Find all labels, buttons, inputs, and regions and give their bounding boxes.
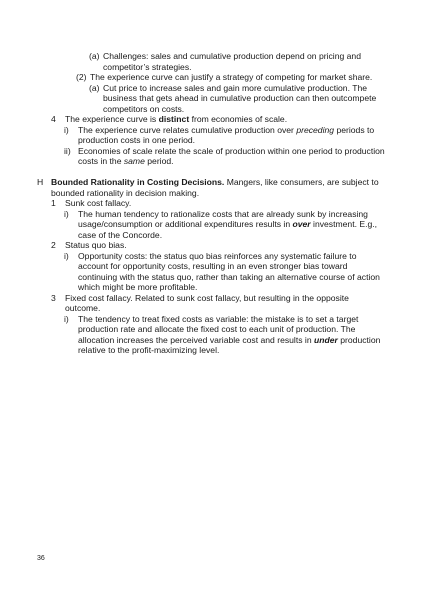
text-line: costs in the same period. — [78, 156, 174, 166]
list-label: 4 — [51, 114, 56, 124]
list-label: i) — [64, 313, 69, 324]
text-line: competitor’s strategies. — [103, 61, 192, 72]
page-number: 36 — [37, 555, 45, 562]
list-label: 2 — [51, 240, 56, 250]
text-line: outcome. — [65, 303, 101, 313]
text-line: account for opportunity costs, resulting in an even stronger bias toward — [78, 261, 348, 271]
text-line: case of the Concorde. — [78, 229, 163, 240]
text-line: Economies of scale relate the scale of production within one period to production — [78, 145, 385, 156]
list-label: i) — [64, 124, 69, 135]
text-line: Fixed cost fallacy. Related to sunk cost fallacy, but resulting in the opposite — [65, 292, 349, 303]
text-line: Status quo bias. — [65, 240, 127, 250]
list-label: ii) — [64, 145, 71, 156]
section-label: H — [37, 177, 44, 187]
text-line: relative to the profit-maximizing level. — [78, 345, 220, 355]
list-label: (a) — [89, 51, 100, 61]
text-line: The experience curve is distinct from economies of scale. — [65, 114, 288, 124]
text-line: allocation increases the perceived variable cost and results in under production — [78, 334, 381, 345]
text-line: competitors on costs. — [103, 103, 185, 114]
text-line: The human tendency to rationalize costs that are already sunk by increasing — [78, 208, 368, 219]
section-heading: Bounded Rationality in Costing Decisions. Mangers, like consumers, are subject to — [51, 177, 379, 187]
text-line: usage/consumption or additional expenditures results in over investment. E.g., — [78, 219, 378, 229]
text-line: Cut price to increase sales and gain more cumulative production. The — [103, 82, 368, 93]
text-line: Challenges: sales and cumulative production depend on pricing and — [103, 51, 361, 61]
text-line: bounded rationality in decision making. — [51, 187, 200, 198]
text-line: production costs in one period. — [78, 135, 196, 145]
text-line: business that gets ahead in cumulative production can then outcompete — [103, 93, 377, 103]
text-line: The experience curve can justify a strategy of competing for market share. — [90, 72, 373, 82]
list-label: (2) — [76, 72, 87, 82]
list-label: (a) — [89, 82, 100, 93]
list-label: i) — [64, 208, 69, 219]
text-line: continuing with the status quo, rather than taking an alternative course of action — [78, 271, 380, 282]
text-line: The tendency to treat fixed costs as variable: the mistake is to set a target — [78, 313, 359, 324]
text-line: production rate and allocate the fixed cost to each unit of production. The — [78, 324, 356, 334]
text-line: which might be more profitable. — [78, 282, 198, 292]
text-line: Sunk cost fallacy. — [65, 198, 132, 208]
list-label: i) — [64, 250, 69, 261]
text-line: The experience curve relates cumulative production over preceding periods to — [78, 124, 375, 135]
list-label: 3 — [51, 292, 56, 303]
text-line: Opportunity costs: the status quo bias reinforces any systematic failure to — [78, 250, 357, 261]
list-label: 1 — [51, 198, 56, 208]
